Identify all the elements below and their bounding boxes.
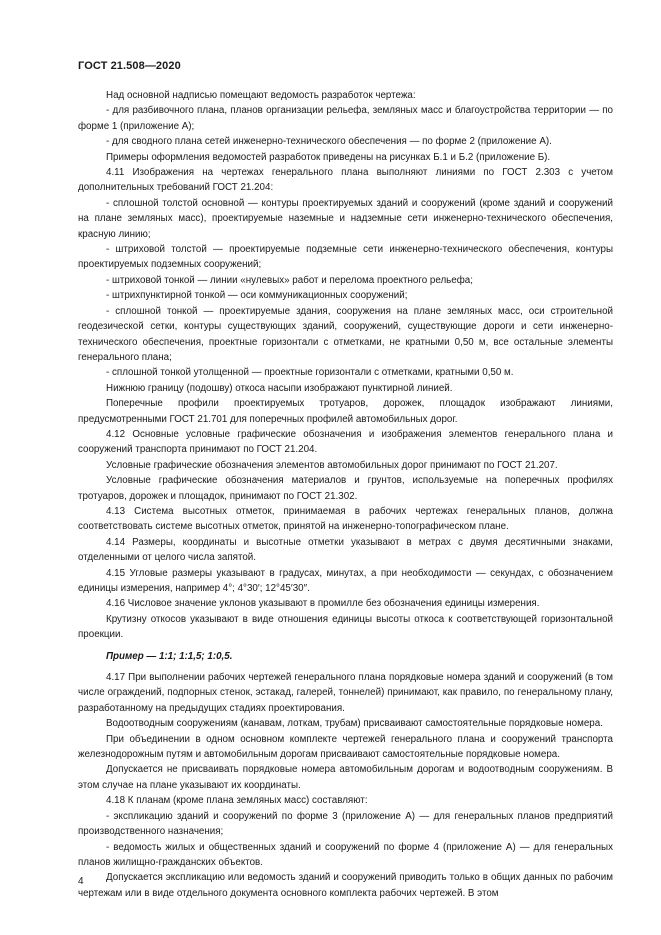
clause-4-15: 4.15 Угловые размеры указывают в градусах, минутах, а при необходимости — секундах, с обозначением единицы измерения, например 4°; 4°30′; 12°45′30″.	[78, 567, 613, 594]
list-item: - экспликацию зданий и сооружений по форме 3 (приложение А) — для генеральных планов предприятий производственного назначения;	[78, 810, 613, 838]
clause-4-18: 4.18 К планам (кроме плана земляных масс) составляют:	[106, 795, 368, 807]
paragraph: Условные графические обозначения материалов и грунтов, используемые на поперечных профилях тротуаров, дорожек и площадок, принимают по ГОСТ 21.302.	[78, 475, 613, 502]
list-item: - для разбивочного плана, планов организации рельефа, земляных масс и благоустройства территории — по форме 1 (приложение А);	[78, 105, 613, 132]
clause-4-16: 4.16 Числовое значение уклонов указывают в промилле без обозначения единицы измерения.	[106, 598, 540, 610]
paragraph: Крутизну откосов указывают в виде отношения единицы высоты откоса к соответствующей горизонтальной проекции.	[78, 613, 613, 641]
paragraph: Условные графические обозначения элементов автомобильных дорог принимают по ГОСТ 21.207.	[106, 459, 558, 471]
clause-4-13: 4.13 Система высотных отметок, принимаемая в рабочих чертежах генеральных планов, должна соответствовать системе высотных отметок, принятой на инженерно-топографическом плане.	[78, 505, 613, 533]
paragraph: Над основной надписью помещают ведомость разработок чертежа:	[106, 90, 416, 101]
page-number: 4	[78, 876, 84, 887]
list-item: - сплошной толстой основной — контуры проектируемых зданий и сооружений (кроме зданий и сооружений на плане земляных масс), проектируемые наземные и надземные сети инженерно-технического обеспечения, красную линию;	[78, 197, 613, 240]
paragraph: Поперечные профили проектируемых тротуаров, дорожек, площадок изображают линиями, предусмотренными ГОСТ 21.701 для поперечных профилей автомобильных дорог.	[78, 398, 613, 425]
paragraph: Допускается экспликацию или ведомость зданий и сооружений приводить только в общих данных по рабочим чертежам или в виде отдельного документа основного комплекта рабочих чертежей. В этом	[78, 872, 613, 899]
clause-4-17: 4.17 При выполнении рабочих чертежей генерального плана порядковые номера зданий и сооружений (в том числе ограждений, подпорных стенок, эстакад, галерей, тоннелей) принимают, как правило, по генеральному плану, разработанному на предыдущих стадиях проектирования.	[78, 672, 613, 714]
paragraph: Допускается не присваивать порядковые номера автомобильным дорогам и водоотводным сооружениям. В этом случае на плане указывают их координаты.	[78, 764, 613, 791]
paragraph: Нижнюю границу (подошву) откоса насыпи изображают пунктирной линией.	[106, 382, 453, 394]
example-label: Пример	[106, 650, 144, 662]
paragraph: Водоотводным сооружениям (канавам, лоткам, трубам) присваивают самостоятельные порядковые номера.	[106, 718, 603, 730]
list-item: - сплошной тонкой — проектируемые здания, сооружения на плане земляных масс, оси строительной геодезической сетки, контуры существующих зданий, сооружений, существующие дороги и сети инженерно-технического обеспечения, проектные горизонтали с отметками, не кратными 0,50 м, все остальные элементы генерального плана;	[78, 305, 613, 363]
clause-4-14: 4.14 Размеры, координаты и высотные отметки указывают в метрах с двумя десятичными знаками, отделенными от целого числа запятой.	[78, 536, 613, 564]
example-note	[78, 649, 613, 664]
document-header: ГОСТ 21.508—2020	[78, 60, 181, 72]
list-item: - для сводного плана сетей инженерно-технического обеспечения — по форме 2 (приложение А).	[106, 136, 552, 148]
list-item: - сплошной тонкой утолщенной — проектные горизонтали с отметками, кратными 0,50 м.	[106, 367, 514, 379]
clause-4-11: 4.11 Изображения на чертежах генерального плана выполняют линиями по ГОСТ 2.303 с учетом дополнительных требований ГОСТ 21.204:	[78, 167, 613, 194]
document-body	[78, 88, 613, 901]
paragraph: Примеры оформления ведомостей разработок приведены на рисунках Б.1 и Б.2 (приложение Б).	[106, 151, 551, 163]
list-item: - штриховой тонкой — линии «нулевых» работ и перелома проектного рельефа;	[106, 274, 473, 286]
list-item: - ведомость жилых и общественных зданий и сооружений по форме 4 (приложение А) — для генеральных планов жилищно-гражданских объектов.	[78, 841, 613, 868]
list-item: - штрихпунктирной тонкой — оси коммуникационных сооружений;	[106, 290, 408, 302]
list-item: - штриховой толстой — проектируемые подземные сети инженерно-технического обеспечения, контуры проектируемых подземных сооружений;	[78, 244, 613, 271]
example-text: — 1:1; 1:1,5; 1:0,5.	[143, 650, 233, 662]
paragraph: При объединении в одном основном комплекте чертежей генерального плана и сооружений транспорта железнодорожным путям и автомобильным дорогам присваивают самостоятельные порядковые номера.	[78, 733, 613, 761]
clause-4-12: 4.12 Основные условные графические обозначения и изображения элементов генерального плана и сооружений транспорта принимают по ГОСТ 21.204.	[78, 428, 613, 456]
